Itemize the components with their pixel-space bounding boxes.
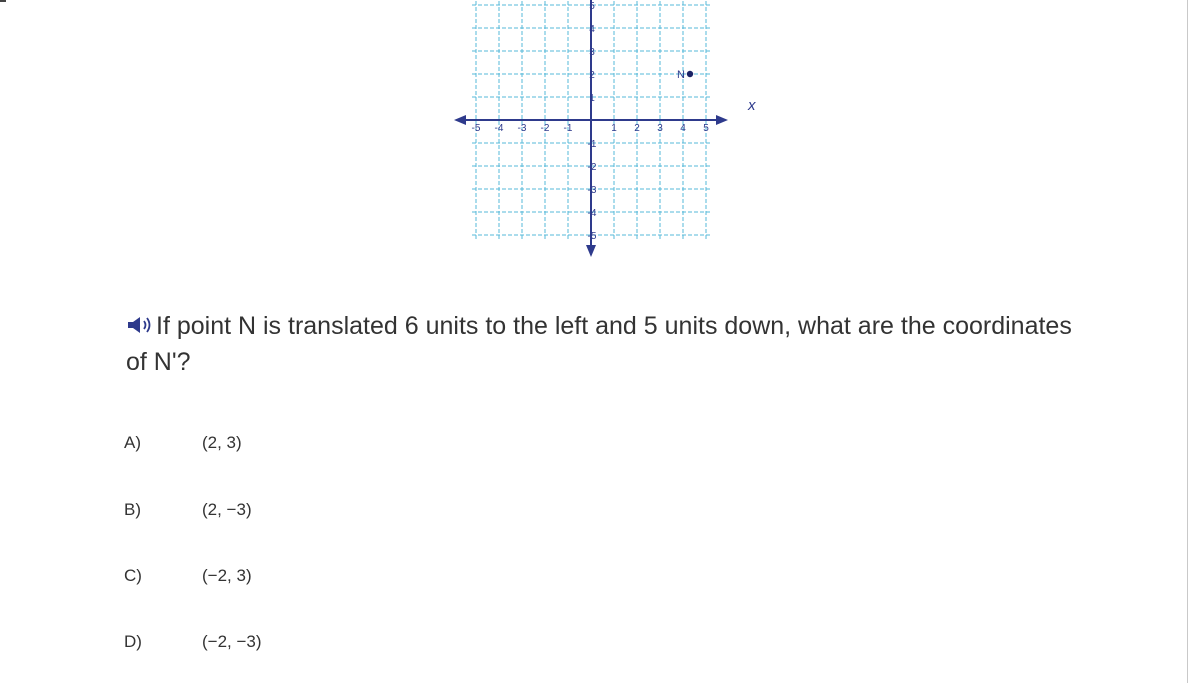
y-tick-label: 4 [589, 24, 595, 35]
choice-value: (2, 3) [202, 433, 242, 452]
x-tick-label: -4 [494, 123, 504, 134]
answer-choice-d[interactable] [100, 632, 500, 672]
y-tick-label: -4 [587, 208, 597, 219]
page-edge-divider [1187, 0, 1188, 683]
x-axis-arrow-left [454, 115, 466, 125]
choice-letter: C) [124, 566, 142, 585]
x-axis-label: x [748, 97, 756, 114]
choice-letter: B) [124, 500, 141, 519]
question-prompt: If point N is translated 6 units to the left and 5 units down, what are the coordinates of N'? [126, 312, 1072, 376]
y-tick-label: -1 [587, 139, 597, 150]
x-tick-label: 5 [703, 123, 709, 134]
x-axis-arrow-right [716, 115, 728, 125]
choice-value: (2, −3) [202, 500, 252, 519]
y-tick-label: -5 [587, 231, 597, 242]
x-tick-label: -5 [471, 123, 481, 134]
choice-value: (−2, 3) [202, 566, 252, 585]
choice-letter: A) [124, 433, 141, 452]
x-tick-label: 2 [634, 123, 640, 134]
point-n-label: N [677, 69, 685, 81]
x-tick-label: 4 [680, 123, 686, 134]
y-tick-label: -2 [587, 162, 597, 173]
y-tick-label: 2 [589, 70, 595, 81]
coordinate-plane-graph [460, 0, 756, 260]
corner-mark [0, 0, 6, 2]
answer-choice-b[interactable] [100, 500, 500, 540]
speaker-icon[interactable] [126, 314, 156, 336]
x-tick-label: 3 [657, 123, 663, 134]
x-tick-label: -2 [540, 123, 550, 134]
choice-letter: D) [124, 632, 142, 651]
y-axis-arrow-down [586, 245, 596, 257]
x-tick-label: -1 [563, 123, 573, 134]
answer-choice-a[interactable] [100, 433, 500, 473]
point-n-marker [687, 71, 693, 77]
choice-value: (−2, −3) [202, 632, 262, 651]
y-tick-label: -3 [587, 185, 597, 196]
y-tick-label: 5 [589, 1, 595, 12]
x-tick-label: 1 [611, 123, 617, 134]
question-text [126, 308, 1086, 380]
y-tick-label: 3 [589, 47, 595, 58]
answer-choice-c[interactable] [100, 566, 500, 606]
y-tick-label: 1 [589, 93, 595, 104]
x-tick-label: -3 [517, 123, 527, 134]
